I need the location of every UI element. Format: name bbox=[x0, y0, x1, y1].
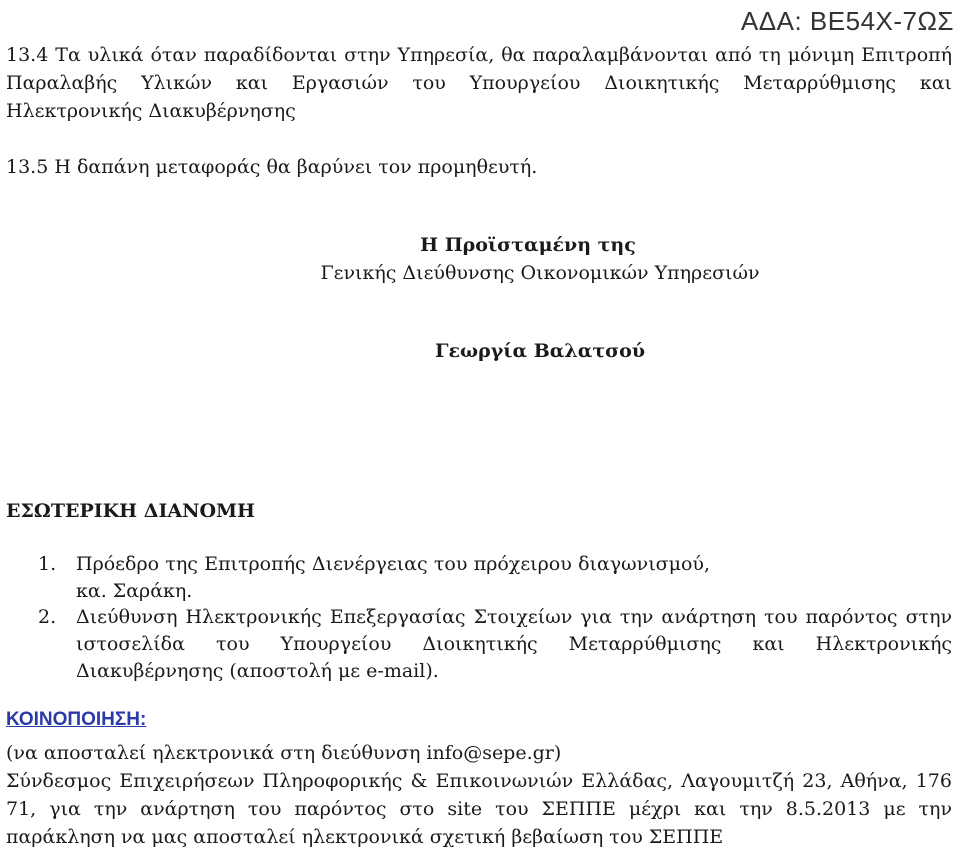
list-item-number: 1. bbox=[38, 553, 57, 575]
list-item bbox=[38, 551, 710, 605]
list-item-text: Πρόεδρο της Επιτροπής Διενέργειας του πρόχειρου διαγωνισμού, κα. Σαράκη. bbox=[76, 553, 710, 602]
list-item-text: Διεύθυνση Ηλεκτρονικής Επεξεργασίας Στοιχείων για την ανάρτηση του παρόντος στην ιστοσελίδα του Υπουργείου Διοικητικής Μεταρρύθμισης και Ηλεκτρονικής Διακυβέρνησης (αποστολή με e-mail). bbox=[76, 606, 952, 682]
list-item-number: 2. bbox=[38, 606, 57, 628]
signature-title: Η Προϊσταμένη της bbox=[420, 234, 636, 256]
paragraph-13-5: 13.5 Η δαπάνη μεταφοράς θα βαρύνει τον προμηθευτή. bbox=[6, 156, 538, 178]
paragraph-13-4: 13.4 Τα υλικά όταν παραδίδονται στην Υπηρεσία, θα παραλαμβάνονται από τη μόνιμη Επιτροπή Παραλαβής Υλικών και Εργασιών του Υπουργείου Διοικητικής Μεταρρύθμισης και Ηλεκτρονικής Διακυβέρνησης bbox=[6, 44, 952, 122]
ada-code: ΑΔΑ: ΒΕ54Χ-7ΩΣ bbox=[740, 6, 954, 36]
distribution-title: ΕΣΩΤΕΡΙΚΗ ΔΙΑΝΟΜΗ bbox=[6, 500, 255, 522]
signature-name: Γεωργία Βαλατσού bbox=[434, 340, 645, 362]
cc-title: ΚΟΙΝΟΠΟΙΗΣΗ: bbox=[6, 709, 147, 730]
cc-text: Σύνδεσμος Επιχειρήσεων Πληροφορικής & Επικοινωνιών Ελλάδας, Λαγουμιτζή 23, Αθήνα, 176 71, για την ανάρτηση του παρόντος στο site του ΣΕΠΠΕ μέχρι και την 8.5.2013 με την παράκληση να μας αποσταλεί ηλεκτρονικά σχετική βεβαίωση του ΣΕΠΠΕ bbox=[6, 770, 952, 848]
signature-department: Γενικής Διεύθυνσης Οικονομικών Υπηρεσιών bbox=[320, 262, 760, 284]
cc-note: (να αποσταλεί ηλεκτρονικά στη διεύθυνση info@sepe.gr) bbox=[6, 742, 562, 764]
list-item bbox=[38, 604, 952, 685]
cc-block bbox=[6, 739, 952, 851]
